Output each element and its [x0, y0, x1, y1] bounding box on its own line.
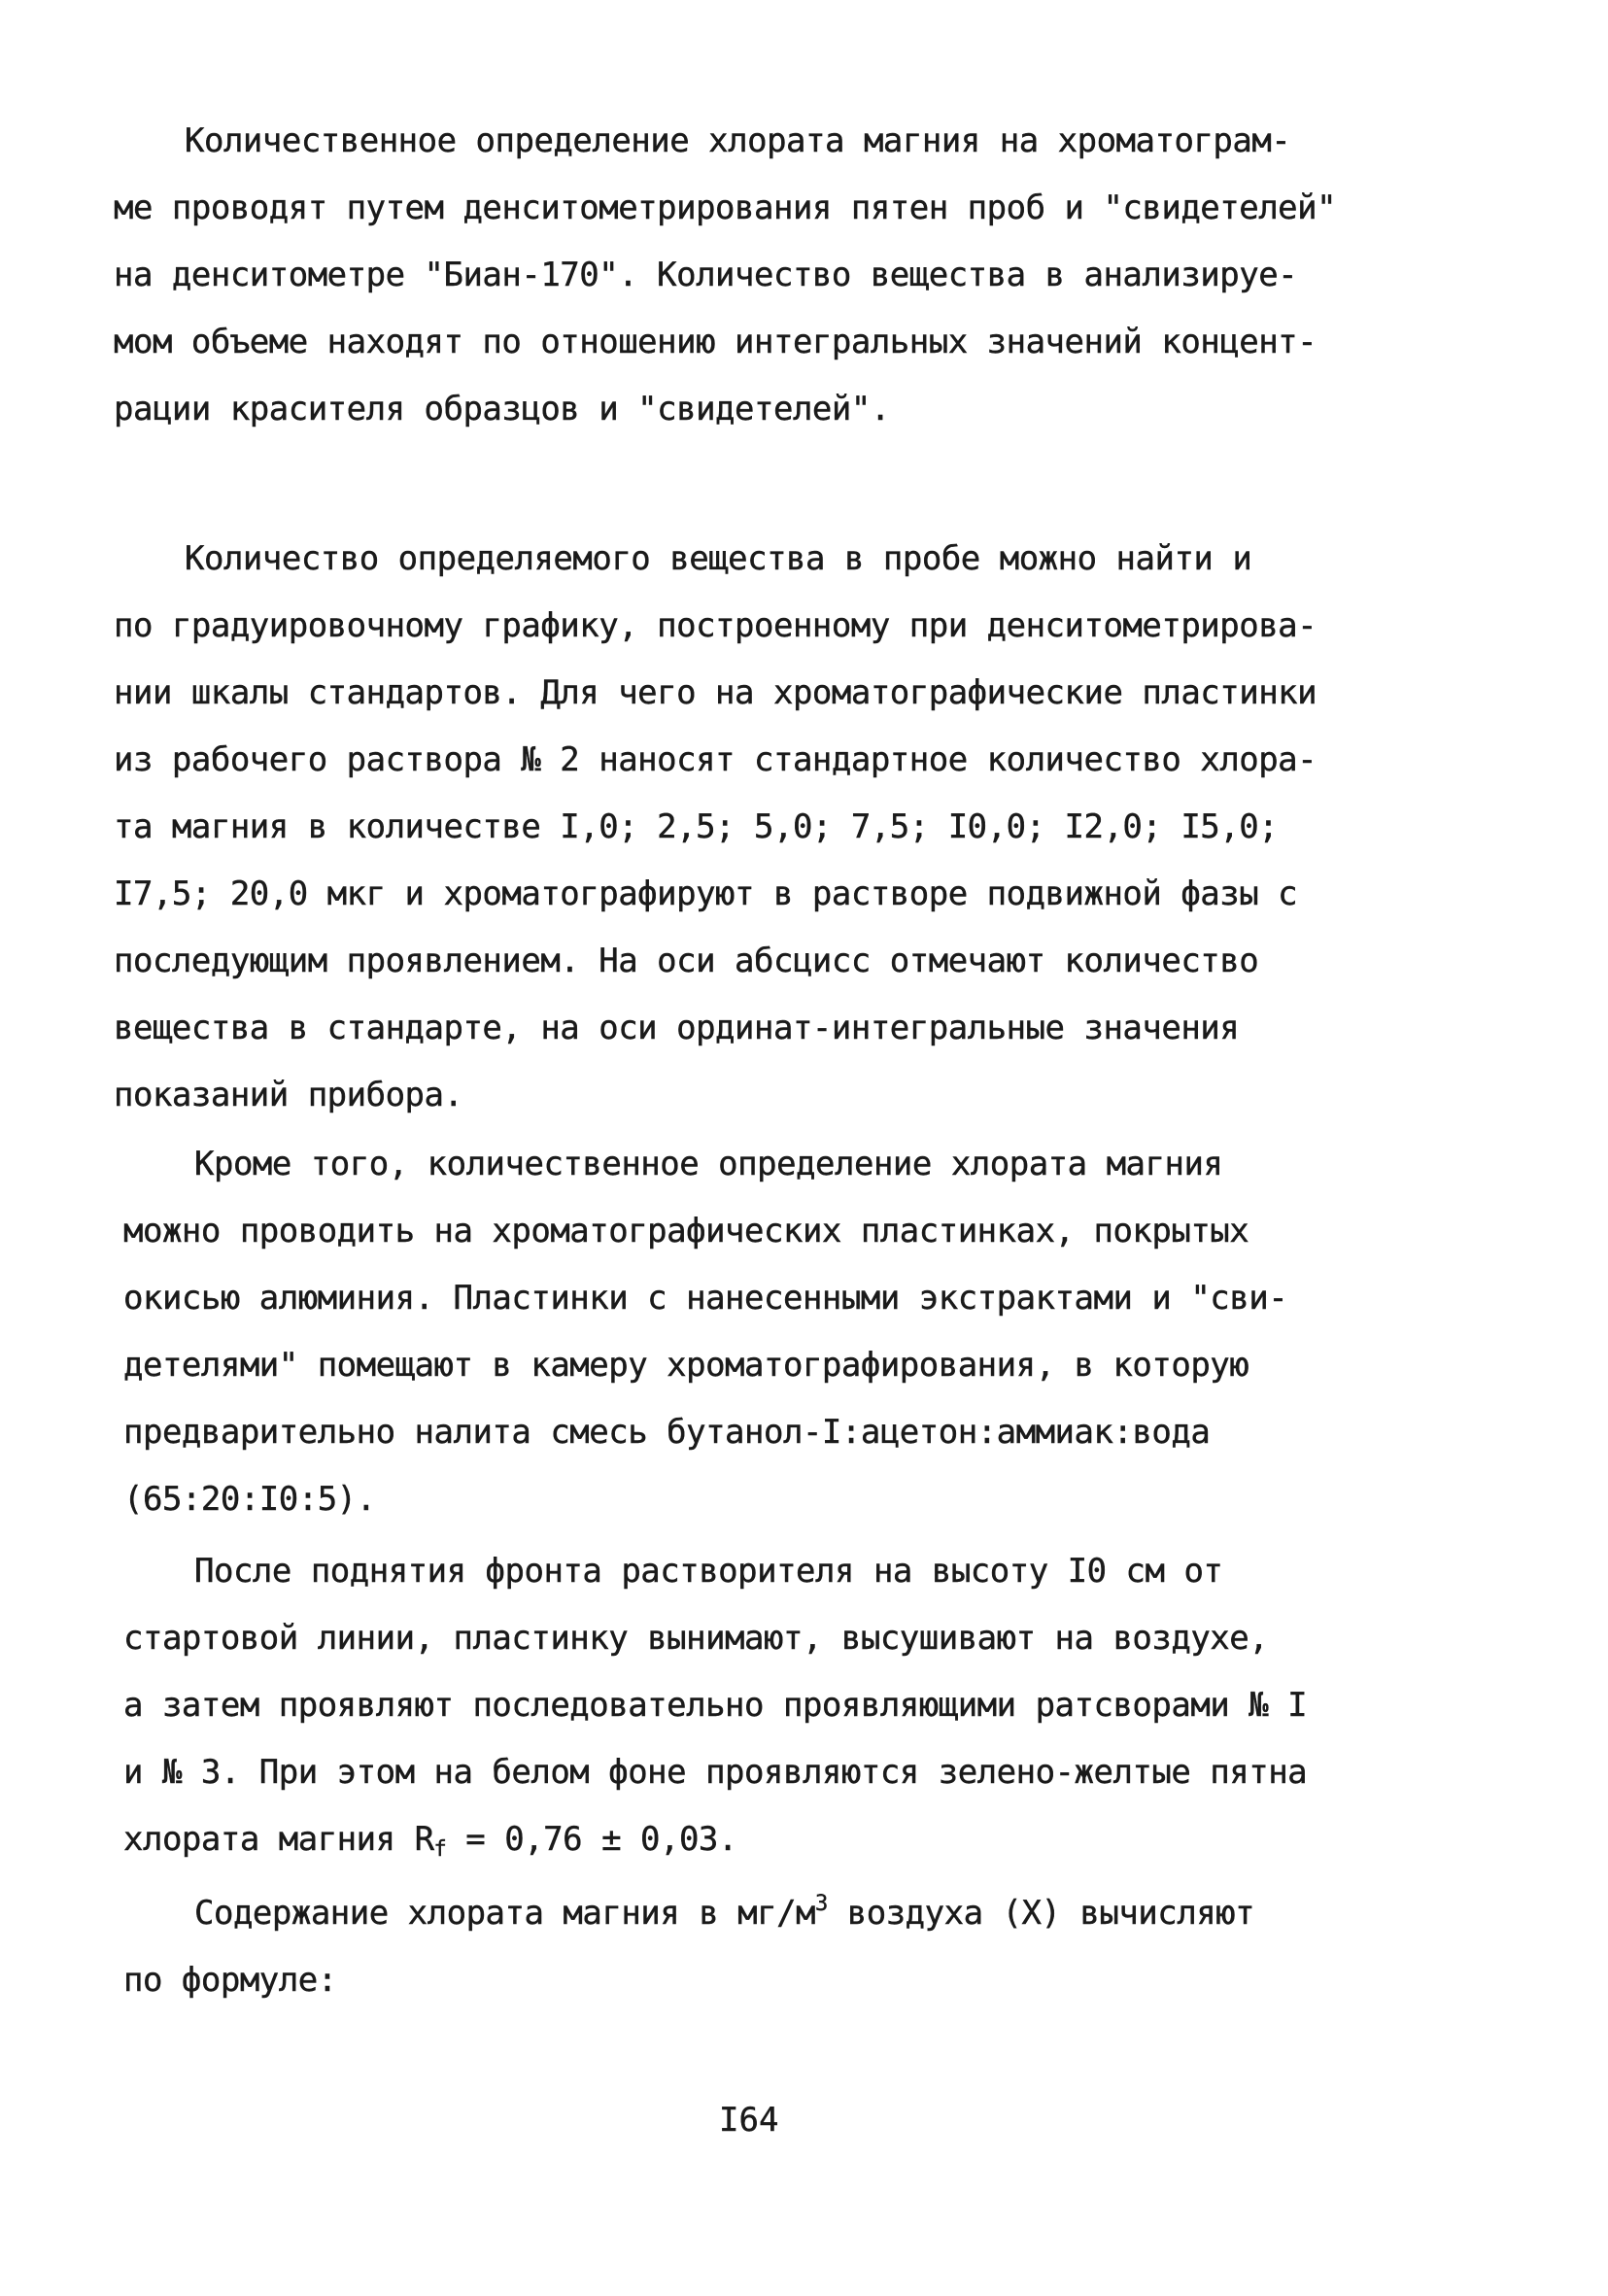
text-line: показаний прибора. — [114, 1076, 463, 1114]
formula-line — [123, 1806, 1307, 1873]
text-line: та магния в количестве I,0; 2,5; 5,0; 7,5; I0,0; I2,0; I5,0; — [114, 807, 1279, 846]
page-number: I64 — [719, 2101, 779, 2140]
formula-symbol: R — [414, 1820, 434, 1859]
paragraph-4 — [123, 1538, 1308, 1873]
text-line: (65:20:I0:5). — [123, 1480, 376, 1519]
text-line: предварительно налита смесь бутанол-I:ацетон:аммиак:вода — [123, 1413, 1211, 1452]
text-line: Количество определяемого вещества в пробе можно найти и — [185, 539, 1252, 578]
paragraph-5 — [123, 1880, 1255, 2014]
text-line: После поднятия фронта растворителя на высоту I0 см от — [194, 1552, 1223, 1591]
text-line: из рабочего раствора № 2 наносят стандартное количество хлора- — [114, 740, 1317, 779]
text-line: нии шкалы стандартов. Для чего на хроматографические пластинки — [114, 673, 1317, 712]
formula-relation: = 0,76 ± 0,03. — [465, 1820, 737, 1859]
text-line: мом объеме находят по отношению интегральных значений концент- — [114, 323, 1317, 361]
text-line: и № 3. При этом на белом фоне проявляются зелено-желтые пятна — [123, 1753, 1308, 1792]
paragraph-2 — [114, 526, 1317, 1129]
text-line: последующим проявлением. На оси абсцисс отмечают количество — [114, 942, 1259, 980]
text-line: по градуировочному графику, построенному при денситометрирова- — [114, 606, 1317, 645]
text-line: ме проводят путем денситометрирования пятен проб и "свидетелей" — [114, 188, 1337, 227]
text-line: а затем проявляют последовательно проявляющими ратсворами № I — [123, 1686, 1308, 1725]
text-line: на денситометре "Биан-170". Количество вещества в анализируе- — [114, 256, 1298, 294]
text-line: окисью алюминия. Пластинки с нанесенными экстрактами и "сви- — [123, 1279, 1288, 1318]
paragraph-3 — [123, 1131, 1288, 1533]
text-line: по формуле: — [123, 1961, 337, 2000]
unit-line-after: воздуха (X) вычисляют — [827, 1894, 1255, 1933]
text-line: рации красителя образцов и "свидетелей". — [114, 390, 890, 428]
formula-subscript: f — [433, 1837, 447, 1862]
text-line: детелями" помещают в камеру хроматографирования, в которую — [123, 1346, 1249, 1385]
text-line: стартовой линии, пластинку вынимают, высушивают на воздухе, — [123, 1619, 1269, 1658]
text-line: можно проводить на хроматографических пластинках, покрытых — [123, 1212, 1249, 1251]
formula-prefix: хлората магния — [123, 1820, 395, 1859]
text-line: вещества в стандарте, на оси ординат-интегральные значения — [114, 1009, 1240, 1047]
text-line: Кроме того, количественное определение хлората магния — [194, 1145, 1223, 1183]
unit-line — [194, 1880, 1254, 1947]
text-line: I7,5; 20,0 мкг и хроматографируют в растворе подвижной фазы с — [114, 874, 1298, 913]
text-line: Количественное определение хлората магния на хроматограм- — [185, 121, 1291, 160]
unit-superscript: 3 — [815, 1892, 828, 1916]
paragraph-1 — [114, 108, 1337, 443]
unit-line-before: Содержание хлората магния в мг/м — [194, 1894, 816, 1933]
